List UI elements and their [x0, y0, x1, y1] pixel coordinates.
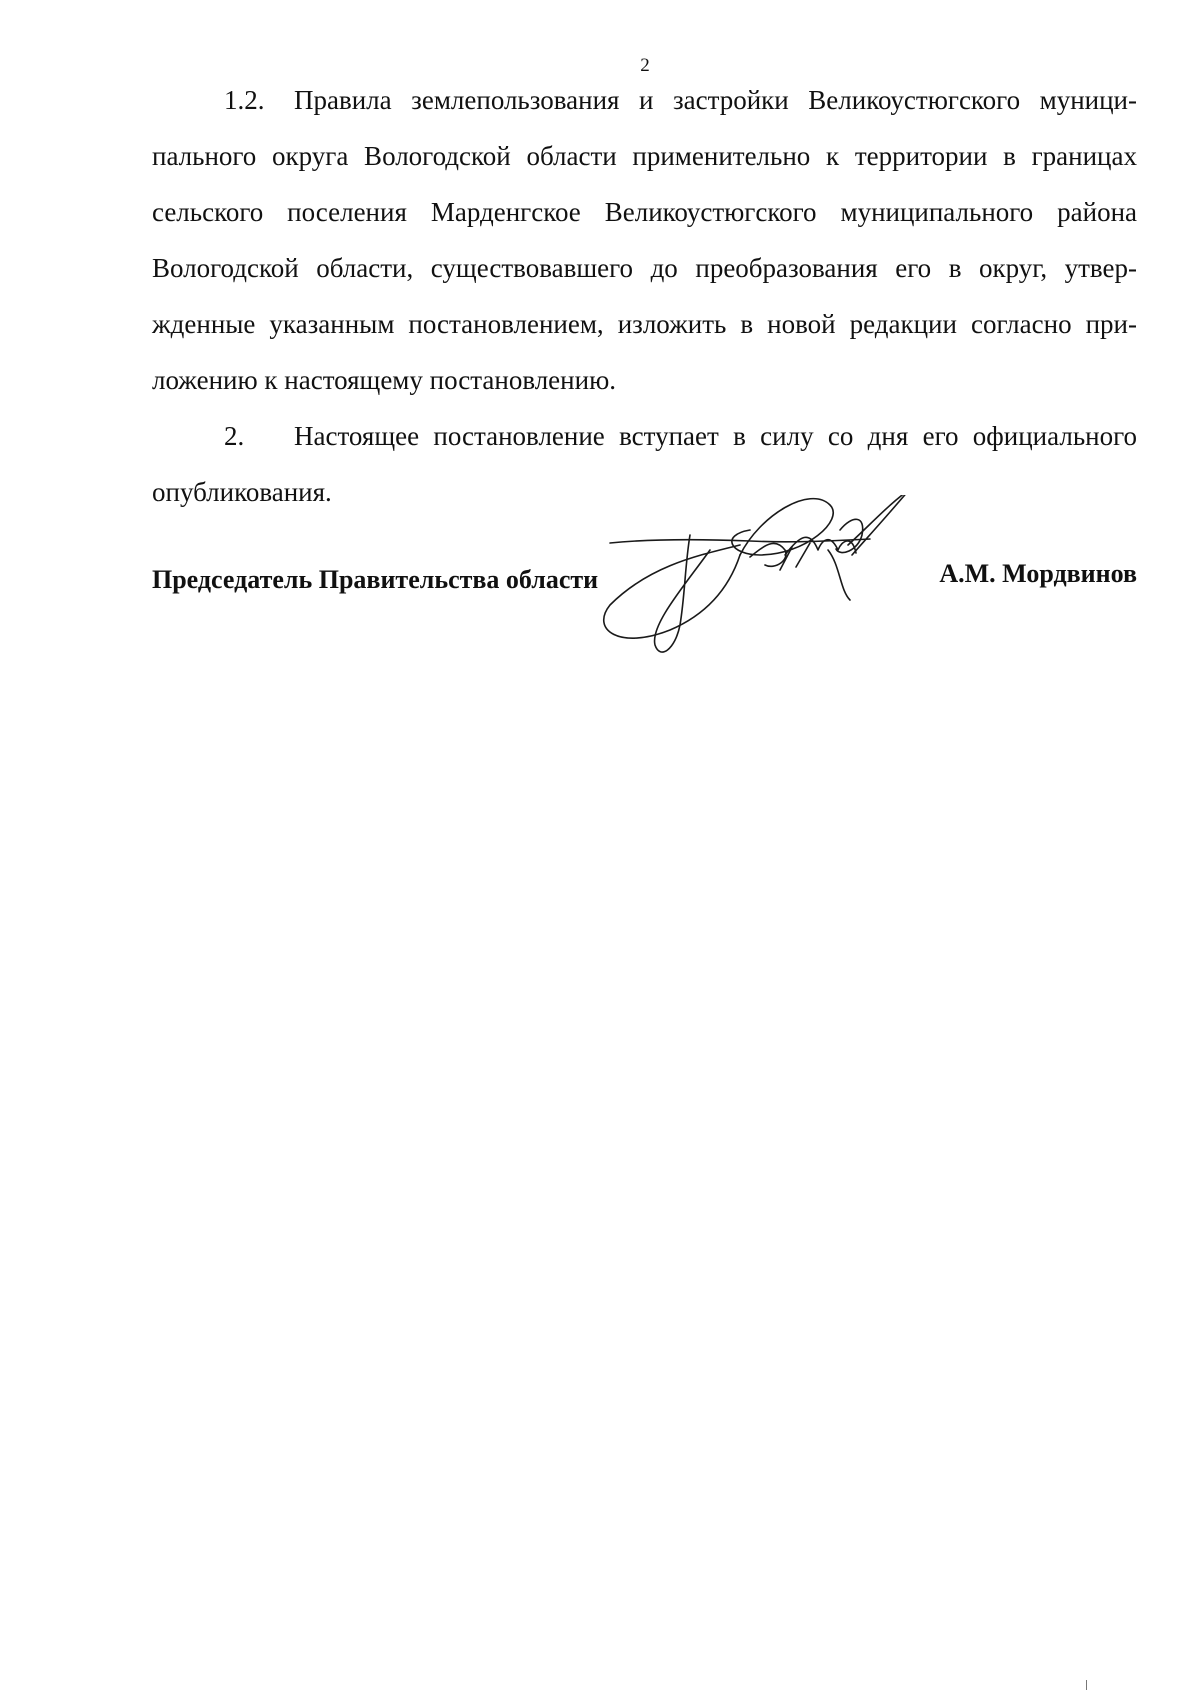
paragraph-line: жденные указанным постановлением, изложить в новой редакции согласно при- — [152, 309, 1137, 339]
paragraph-line — [152, 72, 1137, 128]
signer-position: Председатель Правительства области — [152, 565, 599, 594]
paragraph-line-text: Правила землепользования и застройки Великоустюгского муници- — [294, 85, 1137, 115]
paragraph-line: опубликования. — [152, 477, 332, 507]
paragraph-2 — [152, 408, 1137, 520]
paragraph-line: сельского поселения Марденгское Великоустюгского муниципального района — [152, 197, 1137, 227]
paragraph-line: Вологодской области, существовавшего до преобразования его в округ, утвер- — [152, 253, 1137, 283]
paragraph-line — [152, 408, 1137, 464]
scan-artifact-mark — [1086, 1680, 1087, 1690]
paragraph-number: 1.2. — [224, 85, 265, 115]
paragraph-line: ложению к настоящему постановлению. — [152, 365, 616, 395]
paragraph-1-2 — [152, 72, 1137, 408]
paragraph-line-text: Настоящее постановление вступает в силу со дня его официального — [294, 421, 1137, 451]
signer-name: А.М. Мордвинов — [939, 559, 1137, 588]
paragraph-line: пального округа Вологодской области применительно к территории в границах — [152, 141, 1137, 171]
document-body — [152, 72, 1137, 520]
signature-block — [152, 560, 1137, 620]
page-number: 2 — [640, 55, 650, 76]
paragraph-number: 2. — [224, 421, 245, 451]
